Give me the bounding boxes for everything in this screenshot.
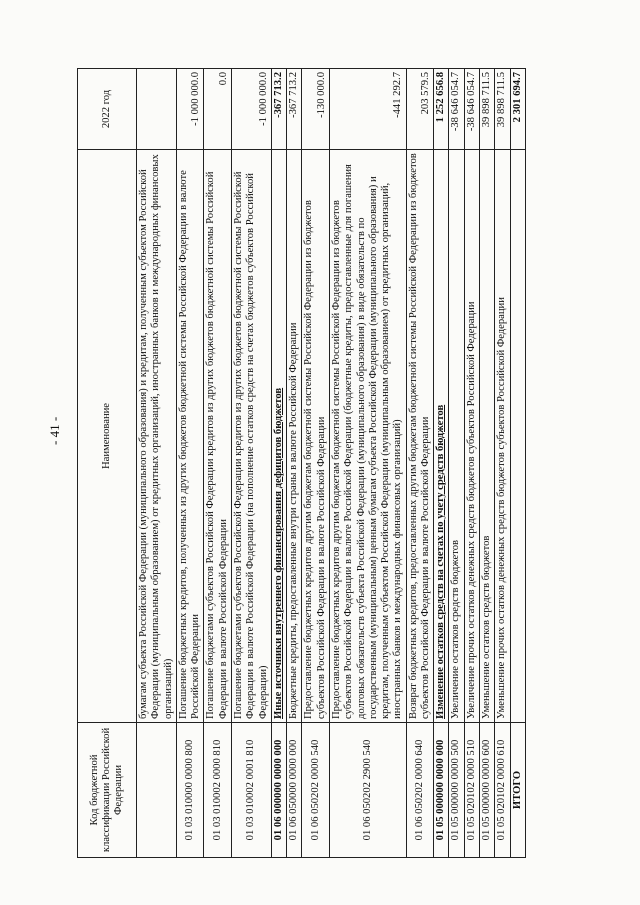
table-header-row — [78, 69, 137, 858]
row-code: 01 05 000000 0000 600 — [480, 723, 495, 858]
table-body — [137, 69, 526, 858]
row-value: 39 898 711.5 — [480, 69, 495, 150]
page-number: - 41 - — [47, 416, 62, 445]
row-name: Погашение бюджетных кредитов, полученных из других бюджетов бюджетной системы Российской Федерации в валюте Российской Федерации — [176, 150, 204, 723]
table-row — [510, 69, 525, 858]
header-name: Наименование — [78, 150, 137, 723]
row-value: -130 000.0 — [302, 69, 330, 150]
row-name: Изменение остатков средств на счетах по учету средств бюджетов — [434, 150, 449, 723]
row-value: -38 646 054.7 — [464, 69, 479, 150]
row-value: 1 252 656.8 — [434, 69, 449, 150]
row-code: 01 06 000000 0000 000 — [271, 723, 286, 858]
row-value: -1 000 000.0 — [176, 69, 204, 150]
row-name: бумагам субъекта Российской Федерации (муниципального образования) и кредитам, полученным субъектом Российской Федерации (муниципальным образованием) от кредитных организаций, иностранных банков и международных финансовых организаций) — [137, 150, 177, 723]
table-row — [434, 69, 449, 858]
table-row — [464, 69, 479, 858]
row-code: 01 05 020102 0000 610 — [495, 723, 510, 858]
table-row — [406, 69, 434, 858]
table-row — [231, 69, 271, 858]
table-row — [329, 69, 406, 858]
header-code: Код бюджетной классификации Российской Федерации — [78, 723, 137, 858]
row-name: Уменьшение прочих остатков денежных средств бюджетов субъектов Российской Федерации — [495, 150, 510, 723]
row-name: Предоставление бюджетных кредитов другим бюджетам бюджетной системы Российской Федерации из бюджетов субъектов Российской Федерации в валюте Российской Федерации — [302, 150, 330, 723]
row-name: Увеличение прочих остатков денежных средств бюджетов субъектов Российской Федерации — [464, 150, 479, 723]
row-code: 01 05 000000 0000 500 — [449, 723, 464, 858]
row-value: -441 292.7 — [329, 69, 406, 150]
budget-sources-table — [77, 68, 526, 858]
row-value — [137, 69, 177, 150]
table-row — [137, 69, 177, 858]
row-code: 01 06 050000 0000 000 — [287, 723, 302, 858]
row-value: 2 301 694.7 — [510, 69, 525, 150]
row-value: -1 000 000.0 — [231, 69, 271, 150]
row-code: 01 05 020102 0000 510 — [464, 723, 479, 858]
table-row — [495, 69, 510, 858]
table-row — [287, 69, 302, 858]
row-value: 0.0 — [204, 69, 232, 150]
row-code — [137, 723, 177, 858]
row-value: 203 579.5 — [406, 69, 434, 150]
table-row — [204, 69, 232, 858]
row-name: Иные источники внутреннего финансирования дефицитов бюджетов — [271, 150, 286, 723]
row-code: 01 05 000000 0000 000 — [434, 723, 449, 858]
row-name: Погашение бюджетами субъектов Российской Федерации кредитов из других бюджетов бюджетной системы Российской Федерации в валюте Российской Федерации — [204, 150, 232, 723]
row-name: Увеличение остатков средств бюджетов — [449, 150, 464, 723]
row-value: 39 898 711.5 — [495, 69, 510, 150]
row-value: -367 713.2 — [271, 69, 286, 150]
table-row — [449, 69, 464, 858]
row-name: Погашение бюджетами субъектов Российской Федерации кредитов из других бюджетов бюджетной системы Российской Федерации в валюте Российской Федерации (на пополнение остатков средств на счетах бюджетов субъектов Российской Федерации) — [231, 150, 271, 723]
row-value: -38 646 054.7 — [449, 69, 464, 150]
row-code: 01 03 010000 0000 800 — [176, 723, 204, 858]
row-name: Бюджетные кредиты, предоставленные внутри страны в валюте Российской Федерации — [287, 150, 302, 723]
row-name: Предоставление бюджетных кредитов другим бюджетам бюджетной системы Российской Федерации из бюджетов субъектов Российской Федерации в валюте Российской Федерации (бюджетные кредиты, предоставленные для погашения долговых обязательств субъекта Российской Федерации (муниципального образования) в виде обязательств по государственным (муниципальным) ценным бумагам субъекта Российской Федерации (муниципального образования) и кредитам, полученным субъектом Российской Федерации (муниципальным образованием) от кредитных организаций, иностранных банков и международных финансовых организаций) — [329, 150, 406, 723]
table-row — [302, 69, 330, 858]
row-code: 01 06 050202 0000 540 — [302, 723, 330, 858]
row-code: 01 03 010002 0001 810 — [231, 723, 271, 858]
table-row — [176, 69, 204, 858]
row-code: 01 06 050202 0000 640 — [406, 723, 434, 858]
header-year: 2022 год — [78, 69, 137, 150]
row-name: Уменьшение остатков средств бюджетов — [480, 150, 495, 723]
table-row — [480, 69, 495, 858]
row-code: ИТОГО — [510, 723, 525, 858]
row-code: 01 03 010002 0000 810 — [204, 723, 232, 858]
row-value: -367 713.2 — [287, 69, 302, 150]
row-name: Возврат бюджетных кредитов, предоставленных другим бюджетам бюджетной системы Российской Федерации из бюджетов субъектов Российской Федерации в валюте Российской Федерации — [406, 150, 434, 723]
row-code: 01 06 050202 2900 540 — [329, 723, 406, 858]
table-row — [271, 69, 286, 858]
rotated-table-wrapper — [77, 68, 553, 858]
row-name — [510, 150, 525, 723]
